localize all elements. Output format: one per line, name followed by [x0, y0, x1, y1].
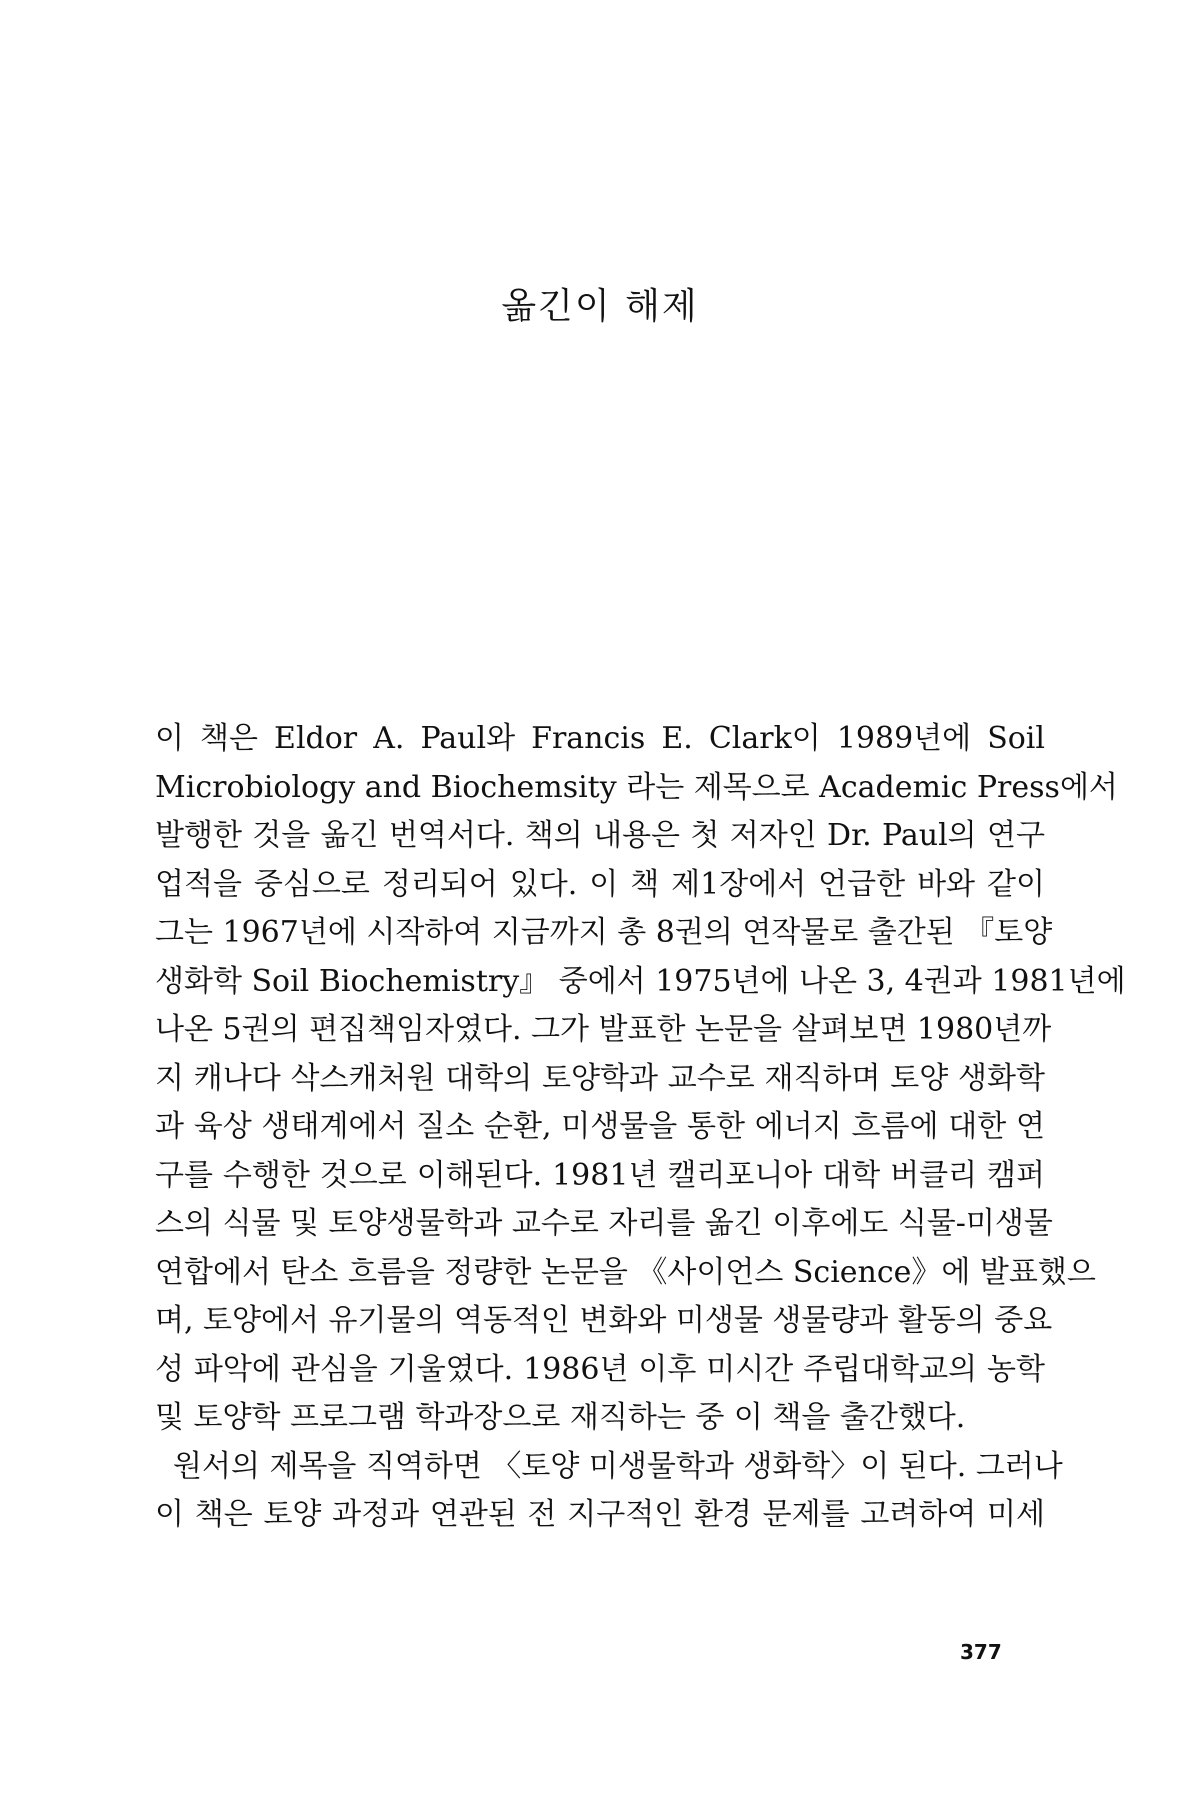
- page-number: 377: [960, 1640, 1002, 1664]
- text-line: 및 토양학 프로그램 학과장으로 재직하는 중 이 책을 출간했다.: [155, 1400, 966, 1435]
- text-line: 성 파악에 관심을 기울였다. 1986년 이후 미시간 주립대학교의 농학: [155, 1351, 1045, 1387]
- text-line: 그는 1967년에 시작하여 지금까지 총 8권의 연작물로 출간된 『토양: [155, 915, 1053, 950]
- text-line: 발행한 것을 옮긴 번역서다. 책의 내용은 첫 저자인 Dr. Paul의 연구: [155, 818, 1045, 853]
- text-line: 이 책은 Eldor A. Paul와 Francis E. Clark이 1989년에 Soil: [155, 721, 1045, 756]
- text-line: 구를 수행한 것으로 이해된다. 1981년 캘리포니아 대학 버클리 캠퍼: [155, 1157, 1045, 1193]
- text-line: 며, 토양에서 유기물의 역동적인 변화와 미생물 생물량과 활동의 중요: [155, 1303, 1053, 1338]
- text-line: 연합에서 탄소 흐름을 정량한 논문을 《사이언스 Science》에 발표했으: [155, 1254, 1096, 1290]
- body-text: [155, 715, 1126, 1540]
- text-line: 지 캐나다 삭스캐처원 대학의 토양학과 교수로 재직하며 토양 생화학: [155, 1060, 1045, 1096]
- text-line: 스의 식물 및 토양생물학과 교수로 자리를 옮긴 이후에도 식물-미생물: [155, 1206, 1053, 1241]
- text-line: 이 책은 토양 과정과 연관된 전 지구적인 환경 문제를 고려하여 미세: [155, 1497, 1045, 1532]
- text-line: Microbiology and Biochemsity 라는 제목으로 Academic Press에서: [155, 769, 1118, 805]
- text-line: 과 육상 생태계에서 질소 순환, 미생물을 통한 에너지 흐름에 대한 연: [155, 1109, 1045, 1144]
- text-line: 원서의 제목을 직역하면 〈토양 미생물학과 생화학〉이 된다. 그러나: [173, 1448, 1063, 1484]
- section-title: 옮긴이 해제: [501, 286, 699, 327]
- text-line: 나온 5권의 편집책임자였다. 그가 발표한 논문을 살펴보면 1980년까: [155, 1012, 1052, 1047]
- text-line: 생화학 Soil Biochemistry』 중에서 1975년에 나온 3, 4권과 1981년에: [155, 963, 1126, 999]
- text-line: 업적을 중심으로 정리되어 있다. 이 책 제1장에서 언급한 바와 같이: [155, 866, 1045, 902]
